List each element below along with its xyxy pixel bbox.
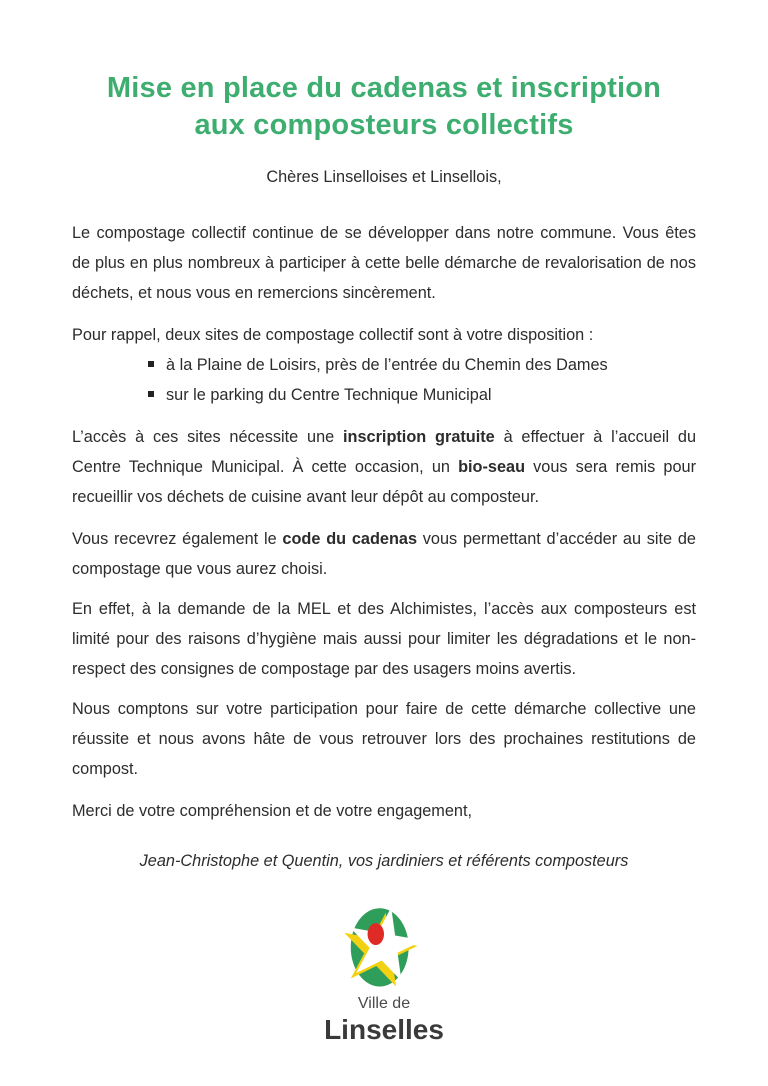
bold-inscription-gratuite: inscription gratuite: [343, 428, 495, 446]
page-title-line-2: aux composteurs collectifs: [194, 109, 574, 141]
salutation: Chères Linselloises et Linsellois,: [266, 168, 502, 186]
bold-bio-seau: bio-seau: [458, 458, 526, 476]
list-item-plaine-de-loisirs: [148, 350, 696, 380]
bullet-square-icon: [148, 391, 154, 397]
page-title: [72, 70, 696, 144]
page-title-line-1: Mise en place du cadenas et inscription: [106, 72, 662, 104]
text-segment: à effectuer à l’accueil du Centre Technique Municipal. À cette occasion, un: [72, 428, 697, 476]
paragraph-compostage: Le compostage collectif continue de se développer dans notre commune. Vous êtes de plus en plus nombreux à participer à cette belle démarche de revalorisation de nos déchets, et nous vous en remercions sincèrement.: [72, 224, 696, 302]
list-item-text: sur le parking du Centre Technique Municipal: [166, 386, 492, 404]
list-item-text: à la Plaine de Loisirs, près de l’entrée du Chemin des Dames: [166, 356, 608, 374]
paragraph-cadenas: [72, 524, 696, 584]
text-segment: Vous recevrez également le: [72, 530, 283, 548]
list-item-centre-technique: [148, 380, 696, 410]
signature-line: Jean-Christophe et Quentin, vos jardiniers et référents composteurs: [139, 852, 629, 870]
logo-caption-small: Ville de: [357, 995, 411, 1012]
sites-list: [72, 350, 696, 410]
bullet-square-icon: [148, 361, 154, 367]
text-segment: L’accès à ces sites nécessite une: [72, 428, 343, 446]
linselles-logo-icon: [338, 902, 430, 992]
paragraph-participation: Nous comptons sur votre participation pour faire de cette démarche collective une réussite et nous avons hâte de vous retrouver lors des prochaines restitutions de compost.: [72, 700, 696, 778]
bold-code-du-cadenas: code du cadenas: [282, 530, 418, 548]
text-segment: vous sera remis pour recueillir vos déchets de cuisine avant leur dépôt au composteur.: [72, 458, 697, 506]
paragraph-inscription: [72, 422, 696, 512]
paragraph-merci: Merci de votre compréhension et de votre engagement,: [72, 802, 473, 820]
city-logo: [72, 902, 696, 1046]
logo-caption-large: Linselles: [324, 1014, 444, 1045]
paragraph-mel-alchimistes: En effet, à la demande de la MEL et des Alchimistes, l’accès aux composteurs est limité pour des raisons d’hygiène mais aussi pour limiter les dégradations et le non-respect des consignes de compostage par des usagers moins avertis.: [72, 600, 696, 678]
text-segment: vous permettant d’accéder au site de compostage que vous aurez choisi.: [72, 530, 696, 578]
paragraph-sites-intro: Pour rappel, deux sites de compostage collectif sont à votre disposition :: [72, 326, 594, 344]
